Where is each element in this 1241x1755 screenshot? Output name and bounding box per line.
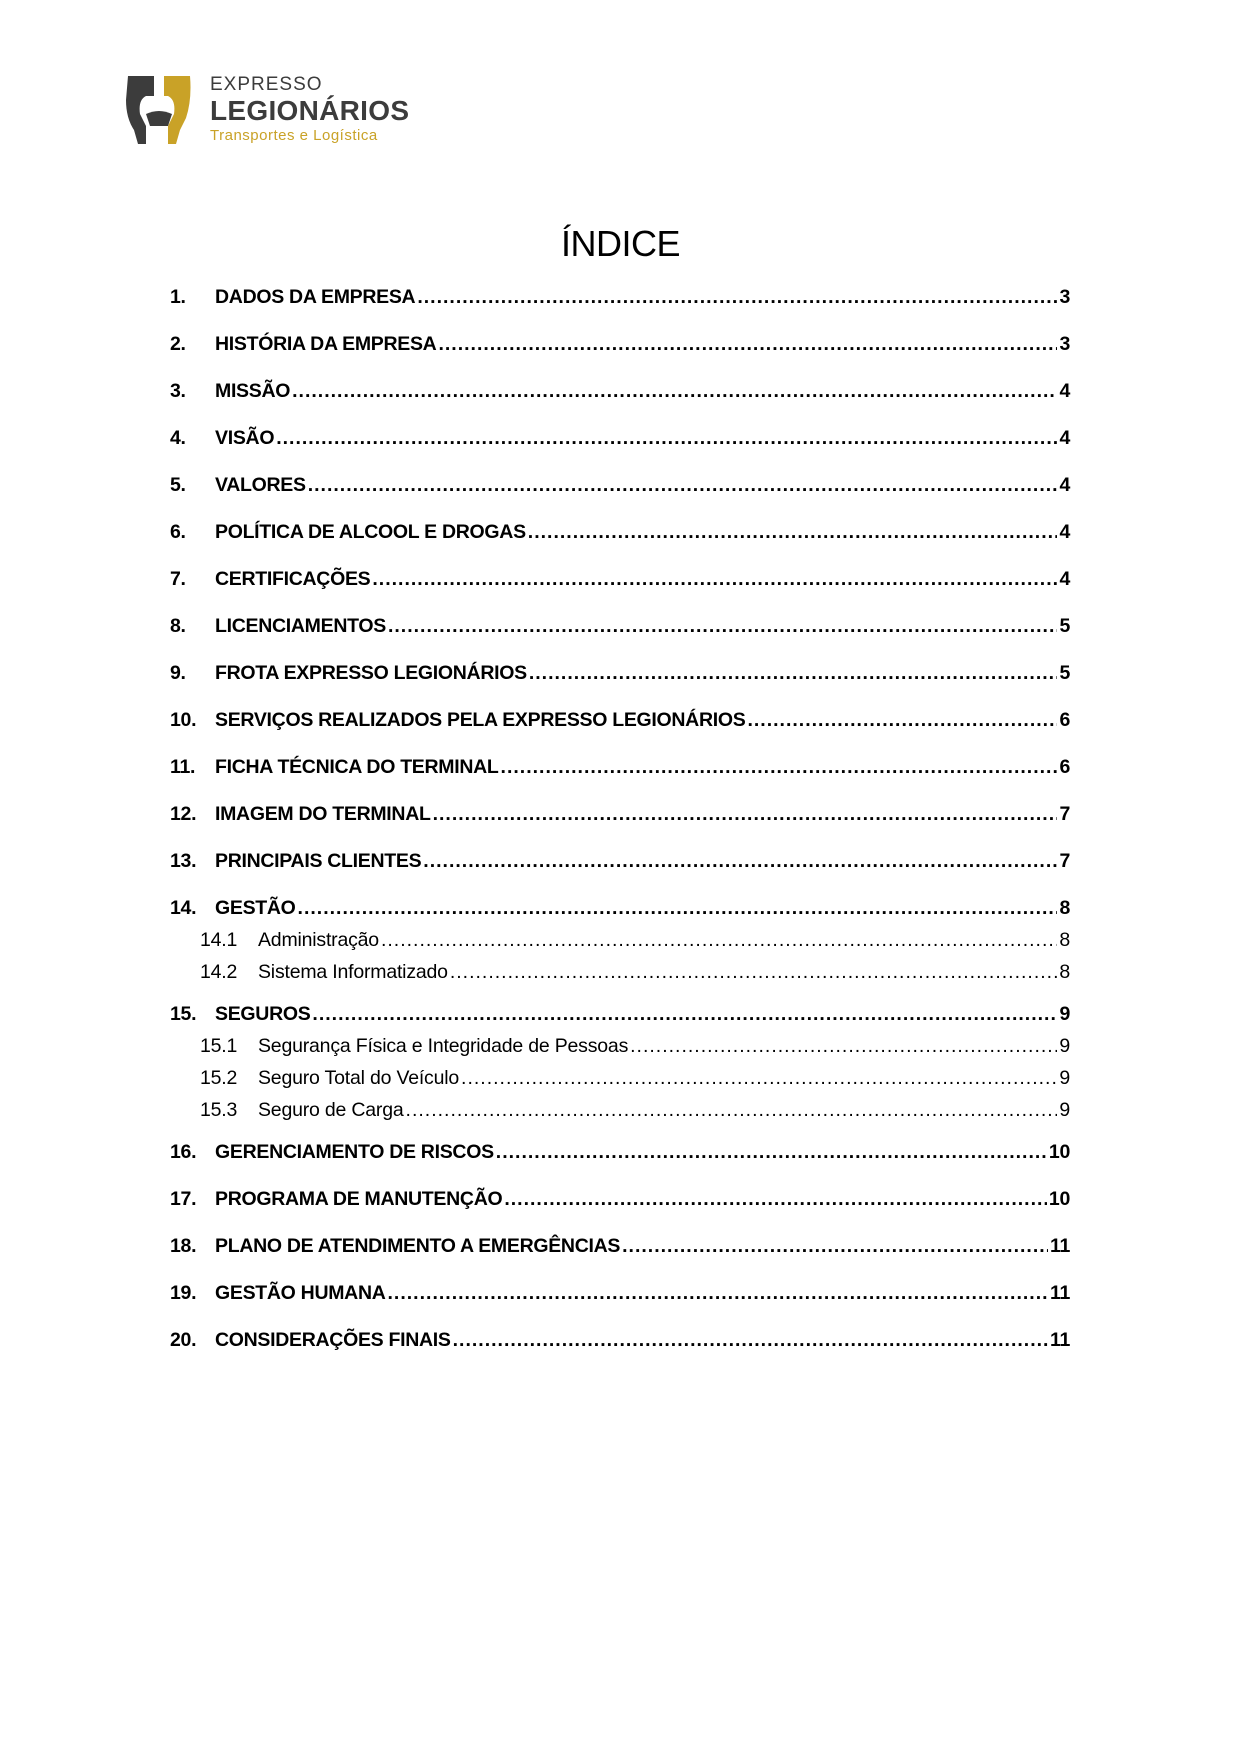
toc-entry[interactable] xyxy=(170,897,1070,925)
toc-entry-number: 11. xyxy=(170,756,196,778)
toc-entry-label: MISSÃO xyxy=(215,380,291,402)
toc-entry[interactable] xyxy=(200,1035,1070,1063)
toc-dot-leader xyxy=(747,709,1057,732)
toc-dot-leader xyxy=(308,474,1058,497)
toc-entry-page: 11 xyxy=(1049,1282,1070,1304)
toc-entry-label: IMAGEM DO TERMINAL xyxy=(215,803,431,825)
toc-entry[interactable] xyxy=(170,1282,1070,1310)
toc-dot-leader xyxy=(504,1188,1047,1211)
toc-entry-number: 17. xyxy=(170,1188,197,1210)
toc-entry[interactable] xyxy=(170,803,1070,831)
toc-dot-leader xyxy=(312,1003,1057,1026)
helmet-icon xyxy=(124,74,194,146)
toc-entry-page: 8 xyxy=(1059,929,1070,951)
toc-dot-leader xyxy=(388,615,1058,638)
toc-entry[interactable] xyxy=(170,427,1070,455)
toc-entry-page: 7 xyxy=(1059,803,1070,825)
toc-entry-label: POLÍTICA DE ALCOOL E DROGAS xyxy=(215,521,526,543)
toc-entry-number: 8. xyxy=(170,615,186,637)
toc-entry[interactable] xyxy=(200,1067,1070,1095)
toc-dot-leader xyxy=(453,1329,1048,1352)
toc-entry-number: 7. xyxy=(170,568,186,590)
toc-entry-label: FROTA EXPRESSO LEGIONÁRIOS xyxy=(215,662,527,684)
toc-entry-page: 5 xyxy=(1059,662,1070,684)
toc-entry-label: FICHA TÉCNICA DO TERMINAL xyxy=(215,756,499,778)
toc-entry-number: 5. xyxy=(170,474,186,496)
toc-entry[interactable] xyxy=(170,756,1070,784)
toc-entry-label: CONSIDERAÇÕES FINAIS xyxy=(215,1329,451,1351)
toc-entry-label: GERENCIAMENTO DE RISCOS xyxy=(215,1141,494,1163)
toc-entry-label: DADOS DA EMPRESA xyxy=(215,286,416,308)
toc-entry-label: SERVIÇOS REALIZADOS PELA EXPRESSO LEGIONÁRIOS xyxy=(215,709,746,731)
toc-dot-leader xyxy=(423,850,1057,873)
toc-entry-label: Sistema Informatizado xyxy=(258,961,448,983)
toc-entry-page: 4 xyxy=(1059,474,1070,496)
toc-entry[interactable] xyxy=(200,929,1070,957)
toc-entry-label: GESTÃO xyxy=(215,897,296,919)
toc-entry-page: 8 xyxy=(1059,897,1070,919)
toc-entry-label: HISTÓRIA DA EMPRESA xyxy=(215,333,437,355)
toc-entry-page: 4 xyxy=(1059,380,1070,402)
toc-entry-number: 14.2 xyxy=(200,961,238,983)
toc-entry-number: 16. xyxy=(170,1141,197,1163)
toc-entry-page: 9 xyxy=(1059,1003,1070,1025)
toc-entry-label: CERTIFICAÇÕES xyxy=(215,568,371,590)
toc-dot-leader xyxy=(417,286,1057,309)
toc-entry-number: 15.2 xyxy=(200,1067,238,1089)
toc-entry-number: 19. xyxy=(170,1282,197,1304)
toc-dot-leader xyxy=(433,803,1058,826)
toc-entry-page: 3 xyxy=(1059,286,1070,308)
toc-entry-number: 18. xyxy=(170,1235,197,1257)
toc-entry[interactable] xyxy=(170,709,1070,737)
toc-entry-page: 3 xyxy=(1059,333,1070,355)
toc-entry-label: PRINCIPAIS CLIENTES xyxy=(215,850,422,872)
toc-entry-number: 12. xyxy=(170,803,197,825)
toc-entry-label: PLANO DE ATENDIMENTO A EMERGÊNCIAS xyxy=(215,1235,621,1257)
toc-entry-label: GESTÃO HUMANA xyxy=(215,1282,386,1304)
toc-dot-leader xyxy=(276,427,1057,450)
company-logo xyxy=(124,74,424,154)
toc-entry-page: 9 xyxy=(1059,1067,1070,1089)
toc-entry[interactable] xyxy=(170,1235,1070,1263)
toc-dot-leader xyxy=(298,897,1058,920)
logo-line-legionarios: LEGIONÁRIOS xyxy=(210,95,410,126)
toc-entry-number: 2. xyxy=(170,333,186,355)
toc-dot-leader xyxy=(450,961,1058,984)
toc-dot-leader xyxy=(372,568,1057,591)
toc-entry-label: LICENCIAMENTOS xyxy=(215,615,386,637)
toc-entry-number: 14.1 xyxy=(200,929,238,951)
toc-entry-number: 15.3 xyxy=(200,1099,238,1121)
toc-entry-page: 9 xyxy=(1059,1099,1070,1121)
toc-dot-leader xyxy=(501,756,1058,779)
toc-entry-label: Administração xyxy=(258,929,379,951)
toc-entry[interactable] xyxy=(170,1141,1070,1169)
toc-dot-leader xyxy=(622,1235,1048,1258)
toc-entry[interactable] xyxy=(170,333,1070,361)
toc-entry-label: SEGUROS xyxy=(215,1003,311,1025)
toc-entry-label: Seguro de Carga xyxy=(258,1099,404,1121)
page-title: ÍNDICE xyxy=(560,223,680,264)
toc-entry-page: 6 xyxy=(1059,709,1070,731)
toc-entry-label: Seguro Total do Veículo xyxy=(258,1067,460,1089)
toc-entry-page: 5 xyxy=(1059,615,1070,637)
toc-entry-page: 4 xyxy=(1059,521,1070,543)
toc-entry-number: 3. xyxy=(170,380,186,402)
toc-entry[interactable] xyxy=(170,615,1070,643)
toc-entry-number: 15. xyxy=(170,1003,197,1025)
toc-entry[interactable] xyxy=(170,568,1070,596)
toc-dot-leader xyxy=(438,333,1057,356)
logo-tagline: Transportes e Logística xyxy=(210,127,378,144)
toc-entry[interactable] xyxy=(170,850,1070,878)
toc-entry[interactable] xyxy=(200,961,1070,989)
toc-entry-page: 4 xyxy=(1059,568,1070,590)
toc-dot-leader xyxy=(388,1282,1048,1305)
toc-entry-number: 6. xyxy=(170,521,186,543)
toc-entry[interactable] xyxy=(170,1003,1070,1031)
toc-entry-number: 9. xyxy=(170,662,186,684)
toc-dot-leader xyxy=(529,662,1058,685)
toc-entry-page: 9 xyxy=(1059,1035,1070,1057)
toc-entry-label: VISÃO xyxy=(215,427,275,449)
toc-dot-leader xyxy=(630,1035,1057,1058)
toc-dot-leader xyxy=(496,1141,1047,1164)
toc-dot-leader xyxy=(292,380,1057,403)
toc-entry[interactable] xyxy=(200,1099,1070,1127)
toc-entry[interactable] xyxy=(170,521,1070,549)
logo-line-expresso: EXPRESSO xyxy=(210,74,323,95)
toc-dot-leader xyxy=(381,929,1057,952)
toc-entry-page: 11 xyxy=(1049,1329,1070,1351)
toc-entry-page: 10 xyxy=(1048,1141,1070,1163)
toc-entry[interactable] xyxy=(170,1188,1070,1216)
toc-entry-number: 1. xyxy=(170,286,186,308)
toc-entry-page: 6 xyxy=(1059,756,1070,778)
toc-entry-label: VALORES xyxy=(215,474,306,496)
toc-dot-leader xyxy=(461,1067,1057,1090)
toc-entry[interactable] xyxy=(170,380,1070,408)
toc-entry-number: 20. xyxy=(170,1329,197,1351)
toc-entry-label: PROGRAMA DE MANUTENÇÃO xyxy=(215,1188,503,1210)
toc-entry-page: 10 xyxy=(1048,1188,1070,1210)
toc-entry-label: Segurança Física e Integridade de Pessoas xyxy=(258,1035,629,1057)
toc-entry[interactable] xyxy=(170,662,1070,690)
toc-entry[interactable] xyxy=(170,286,1070,314)
toc-entry-page: 4 xyxy=(1059,427,1070,449)
toc-dot-leader xyxy=(406,1099,1058,1122)
toc-entry-number: 15.1 xyxy=(200,1035,238,1057)
toc-entry[interactable] xyxy=(170,1329,1070,1357)
toc-entry-page: 8 xyxy=(1059,961,1070,983)
toc-entry-page: 11 xyxy=(1049,1235,1070,1257)
toc-entry-number: 10. xyxy=(170,709,197,731)
toc-entry-number: 14. xyxy=(170,897,197,919)
toc-entry-page: 7 xyxy=(1059,850,1070,872)
toc-entry-number: 13. xyxy=(170,850,197,872)
toc-dot-leader xyxy=(528,521,1058,544)
toc-entry[interactable] xyxy=(170,474,1070,502)
toc-entry-number: 4. xyxy=(170,427,186,449)
